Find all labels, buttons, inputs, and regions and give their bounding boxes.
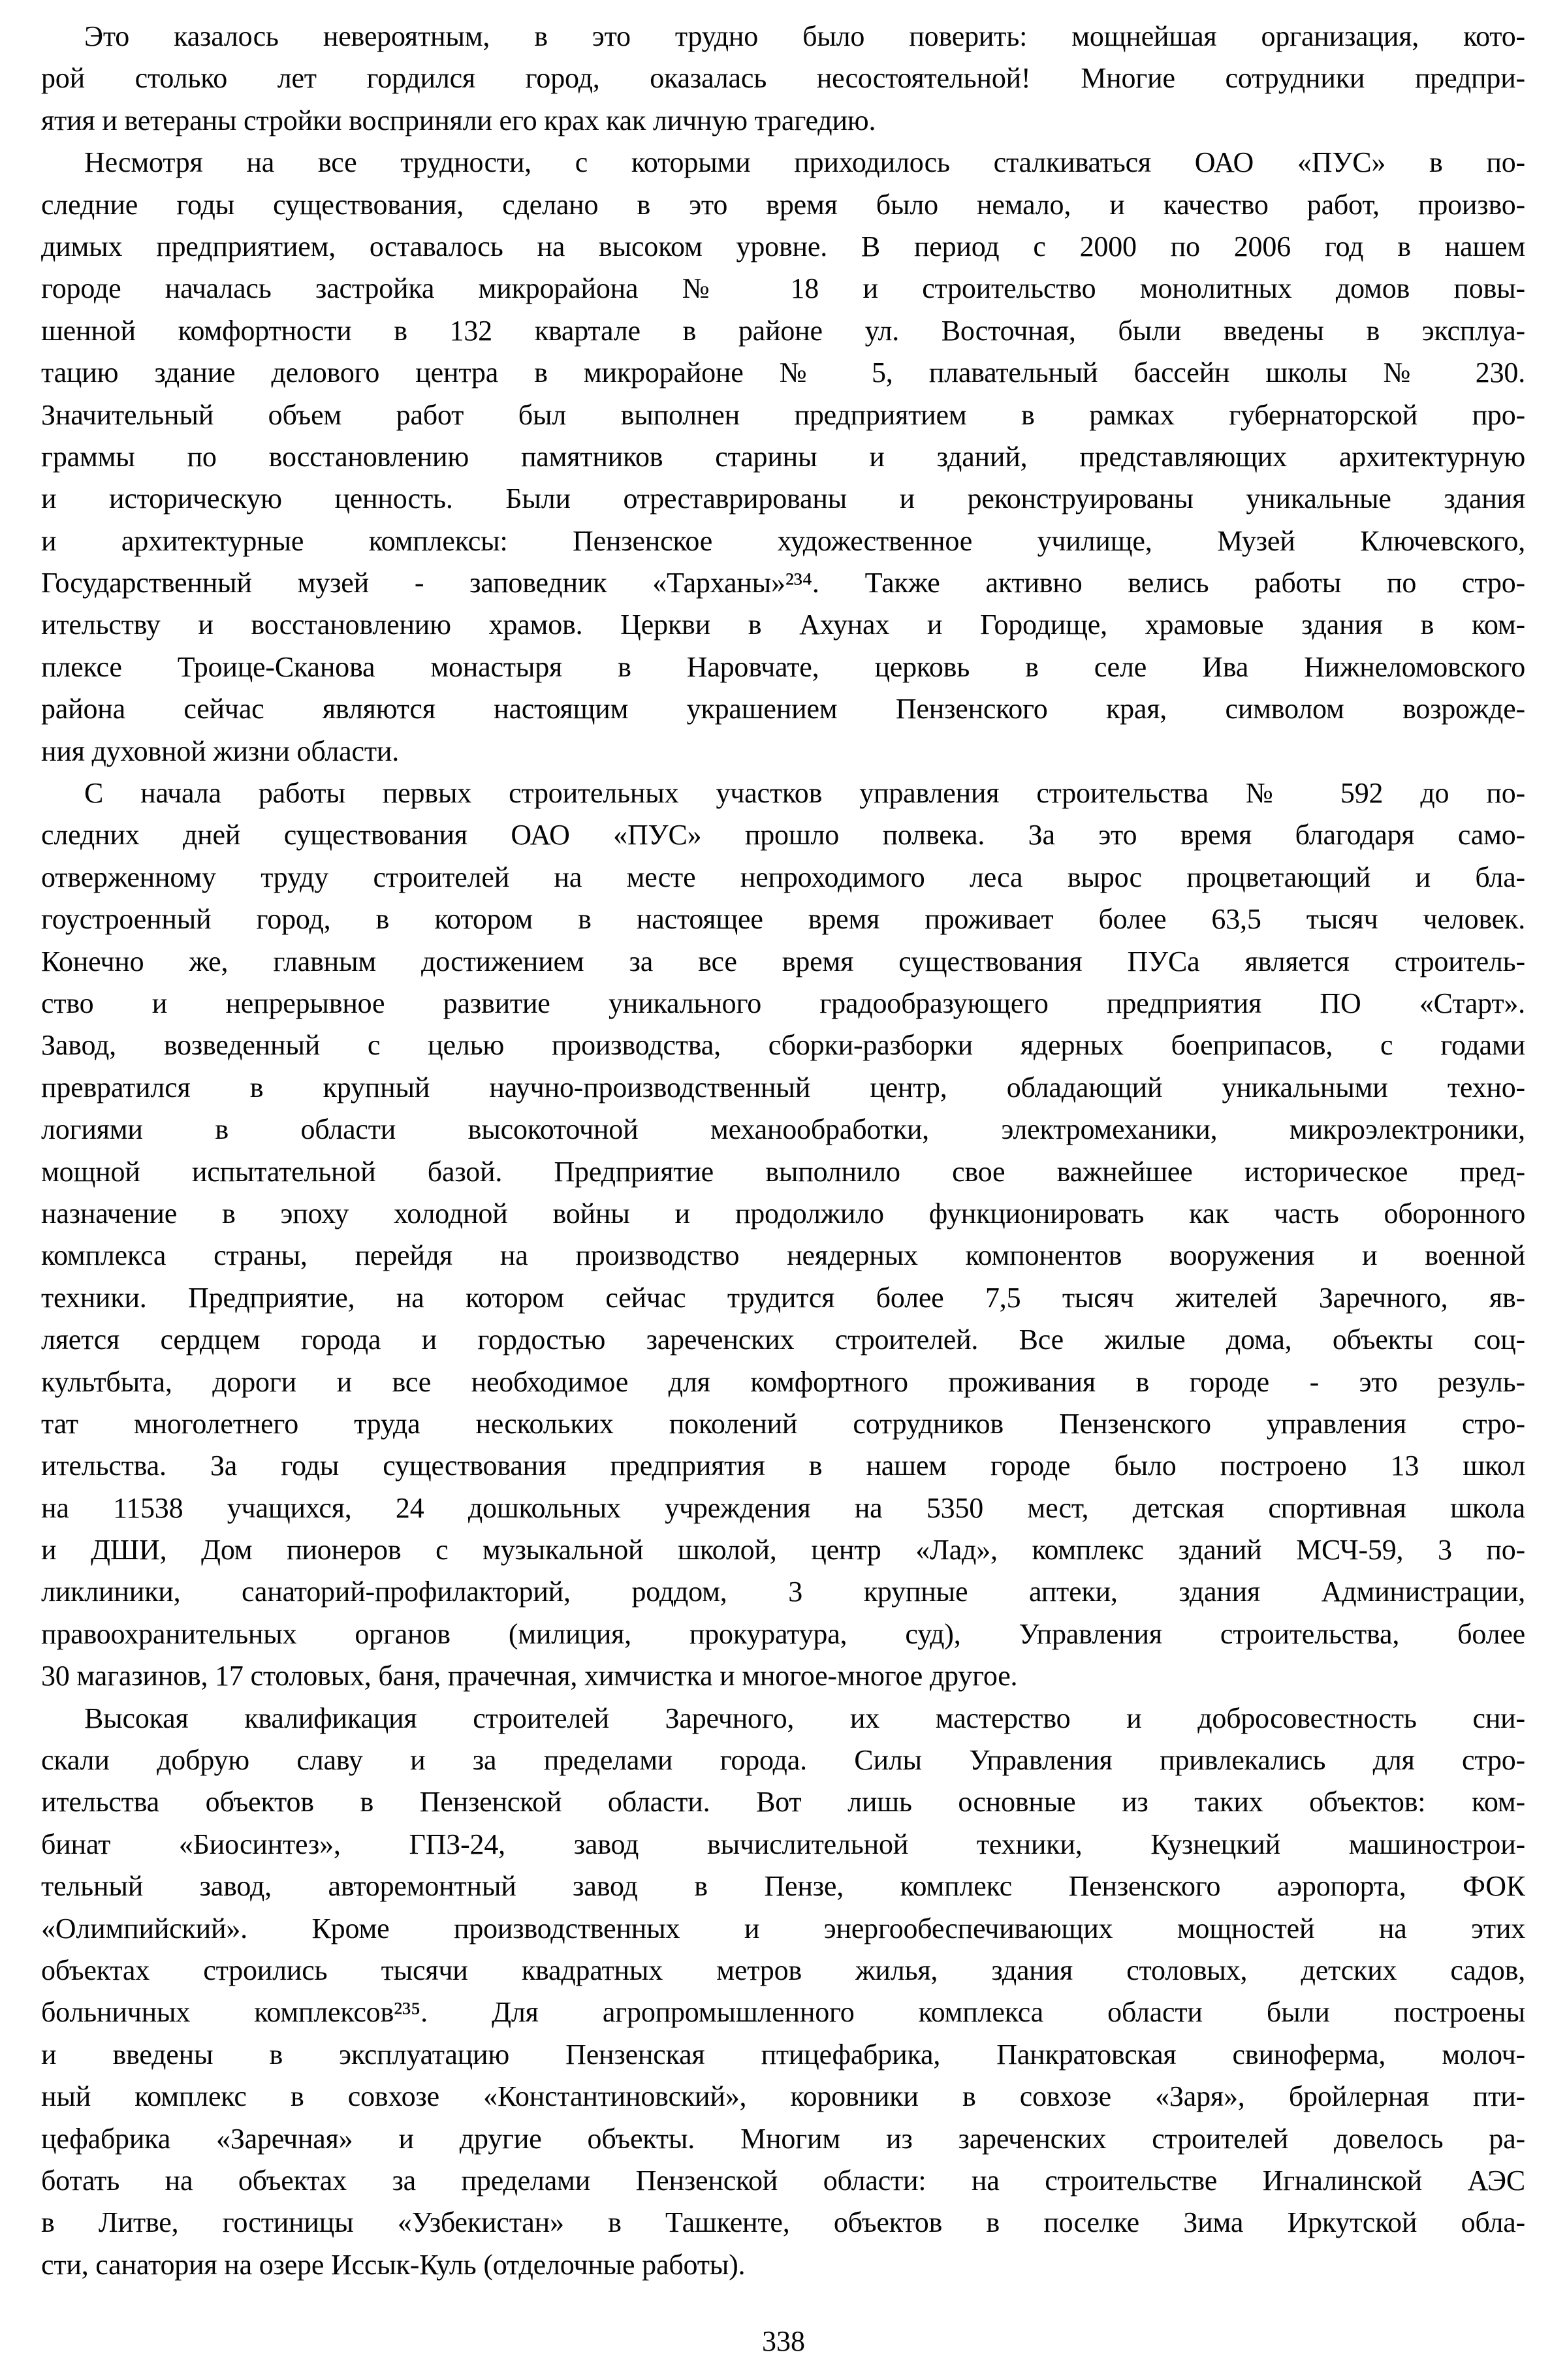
text-line: района сейчас являются настоящим украшением Пензенского края, символом возрожде- — [41, 693, 1525, 725]
text-line: Несмотря на все трудности, с которыми приходилось сталкиваться ОАО «ПУС» в по- — [84, 146, 1525, 179]
text-line: ительству и восстановлению храмов. Церкви в Ахунах и Городище, храмовые здания в ком- — [41, 609, 1525, 641]
text-line: рой столько лет гордился город, оказалась несостоятельной! Многие сотрудники предпри- — [41, 62, 1525, 95]
text-line: техники. Предприятие, на котором сейчас трудится более 7,5 тысяч жителей Заречного, яв- — [41, 1281, 1525, 1314]
text-line: сти, санатория на озере Иссык-Куль (отделочные работы). — [41, 2248, 746, 2281]
text-line: комплекса страны, перейдя на производство неядерных компонентов вооружения и военной — [41, 1239, 1525, 1272]
text-line: следних дней существования ОАО «ПУС» прошло полвека. За это время благодаря само- — [41, 819, 1525, 851]
text-line: на 11538 учащихся, 24 дошкольных учреждения на 5350 мест, детская спортивная школа — [41, 1491, 1525, 1524]
text-line: правоохранительных органов (милиция, прокуратура, суд), Управления строительства, более — [41, 1617, 1525, 1650]
text-line: гоустроенный город, в котором в настоящее время проживает более 63,5 тысяч человек. — [41, 903, 1525, 936]
text-line: тельный завод, авторемонтный завод в Пензе, комплекс Пензенского аэропорта, ФОК — [41, 1870, 1525, 1903]
text-line: и ДШИ, Дом пионеров с музыкальной школой, центр «Лад», комплекс зданий МСЧ-59, 3 по- — [41, 1534, 1525, 1566]
text-line: «Олимпийский». Кроме производственных и энергообеспечивающих мощностей на этих — [41, 1912, 1525, 1944]
text-block — [41, 16, 1525, 2286]
text-line: ный комплекс в совхозе «Константиновский», коровники в совхозе «Заря», бройлерная пти- — [41, 2080, 1525, 2113]
text-line: Высокая квалификация строителей Заречного, их мастерство и добросовестность сни- — [84, 1702, 1525, 1734]
text-line: и архитектурные комплексы: Пензенское художественное училище, Музей Ключевского, — [41, 524, 1525, 557]
text-line: отверженному труду строителей на месте непроходимого леса вырос процветающий и бла- — [41, 861, 1525, 893]
page-number: 338 — [762, 2325, 805, 2357]
paragraph — [41, 772, 1525, 1698]
text-line: мощной испытательной базой. Предприятие выполнило свое важнейшее историческое пред- — [41, 1155, 1525, 1188]
text-line: Значительный объем работ был выполнен предприятием в рамках губернаторской про- — [41, 398, 1525, 431]
text-line: шенной комфортности в 132 квартале в районе ул. Восточная, были введены в эксплуа- — [41, 314, 1525, 347]
text-line: ния духовной жизни области. — [41, 735, 400, 767]
text-line: логиями в области высокоточной механообработки, электромеханики, микроэлектроники, — [41, 1113, 1525, 1146]
paragraph — [41, 142, 1525, 772]
text-line: ляется сердцем города и гордостью зареченских строителей. Все жилые дома, объекты соц- — [41, 1324, 1525, 1356]
text-line: цефабрика «Заречная» и другие объекты. Многим из зареченских строителей довелось ра- — [41, 2122, 1525, 2155]
text-line: ство и непрерывное развитие уникального градообразующего предприятия ПО «Старт». — [41, 987, 1525, 1019]
text-line: Завод, возведенный с целью производства, сборки-разборки ядерных боеприпасов, с годами — [41, 1029, 1525, 1062]
paragraph — [41, 1698, 1525, 2286]
text-line: культбыта, дороги и все необходимое для комфортного проживания в городе - это резуль- — [41, 1365, 1525, 1398]
text-line: граммы по восстановлению памятников старины и зданий, представляющих архитектурную — [41, 440, 1525, 473]
text-line: объектах строились тысячи квадратных метров жилья, здания столовых, детских садов, — [41, 1954, 1525, 1986]
text-line: бинат «Биосинтез», ГПЗ-24, завод вычислительной техники, Кузнецкий машинострои- — [41, 1828, 1525, 1860]
text-line: Конечно же, главным достижением за все время существования ПУСа является строитель- — [41, 945, 1525, 977]
text-line: превратился в крупный научно-производственный центр, обладающий уникальными техно- — [41, 1071, 1525, 1103]
text-line: ятия и ветераны стройки восприняли его крах как личную трагедию. — [41, 104, 876, 136]
text-line: С начала работы первых строительных участков управления строительства № 592 до по- — [84, 777, 1525, 810]
text-line: плексе Троице-Сканова монастыря в Наровчате, церковь в селе Ива Нижнеломовского — [41, 650, 1525, 683]
text-line: ботать на объектах за пределами Пензенской области: на строительстве Игналинской АЭС — [41, 2164, 1525, 2197]
text-line: скали добрую славу и за пределами города. Силы Управления привлекались для стро- — [41, 1744, 1525, 1777]
text-line: в Литве, гостиницы «Узбекистан» в Ташкенте, объектов в поселке Зима Иркутской обла- — [41, 2206, 1525, 2239]
text-line: тат многолетнего труда нескольких поколений сотрудников Пензенского управления стро- — [41, 1407, 1525, 1440]
text-line: и введены в эксплуатацию Пензенская птицефабрика, Панкратовская свиноферма, молоч- — [41, 2038, 1525, 2071]
text-line: 30 магазинов, 17 столовых, баня, прачечная, химчистка и многое-многое другое. — [41, 1660, 1018, 1692]
text-line: городе началась застройка микрорайона № 18 и строительство монолитных домов повы- — [41, 272, 1525, 305]
text-line: ликлиники, санаторий-профилакторий, роддом, 3 крупные аптеки, здания Администрации, — [41, 1576, 1525, 1608]
text-line: ительства. За годы существования предприятия в нашем городе было построено 13 школ — [41, 1450, 1525, 1482]
text-line: назначение в эпоху холодной войны и продолжило функционировать как часть оборонного — [41, 1197, 1525, 1230]
text-line: тацию здание делового центра в микрорайоне № 5, плавательный бассейн школы № 230. — [41, 357, 1525, 389]
text-line: и историческую ценность. Были отреставрированы и реконструированы уникальные здания — [41, 483, 1525, 515]
text-line: ительства объектов в Пензенской области. Вот лишь основные из таких объектов: ком- — [41, 1786, 1525, 1818]
text-line: Государственный музей - заповедник «Тарханы»²³⁴. Также активно велись работы по стро- — [41, 567, 1525, 599]
paragraph — [41, 16, 1525, 142]
text-line: димых предприятием, оставалось на высоком уровне. В период с 2000 по 2006 год в нашем — [41, 230, 1525, 262]
text-line: Это казалось невероятным, в это трудно было поверить: мощнейшая организация, кото- — [84, 20, 1525, 52]
text-line: следние годы существования, сделано в это время было немало, и качество работ, произво- — [41, 188, 1525, 221]
text-line: больничных комплексов²³⁵. Для агропромышленного комплекса области были построены — [41, 1996, 1525, 2029]
